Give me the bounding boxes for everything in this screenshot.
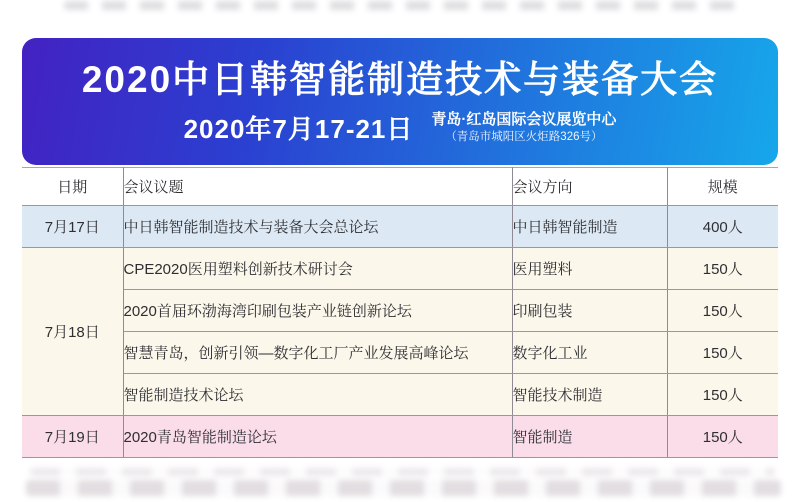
- scale-cell: 150人: [667, 248, 778, 290]
- conference-dates: 2020年7月17-21日: [183, 114, 414, 145]
- venue-address: （青岛市城阳区火炬路326号）: [445, 130, 603, 143]
- direction-cell: 智能技术制造: [512, 374, 667, 416]
- table-row: [22, 416, 778, 458]
- table-row: [22, 290, 778, 332]
- conference-title: 2020中日韩智能制造技术与装备大会: [81, 58, 719, 100]
- scale-cell: 400人: [667, 206, 778, 248]
- cropped-text-remnant-bottom: [30, 468, 775, 476]
- banner-subrow: [184, 109, 617, 146]
- table-row: [22, 374, 778, 416]
- header-topic: 会议议题: [123, 168, 512, 206]
- topic-cell: CPE2020医用塑料创新技术研讨会: [123, 248, 512, 290]
- scale-cell: 150人: [667, 290, 778, 332]
- date-cell: 7月17日: [22, 206, 123, 248]
- direction-cell: 印刷包装: [512, 290, 667, 332]
- direction-cell: 数字化工业: [512, 332, 667, 374]
- scale-cell: 150人: [667, 416, 778, 458]
- date-cell: 7月19日: [22, 416, 123, 458]
- topic-cell: 智能制造技术论坛: [123, 374, 512, 416]
- venue-block: [431, 111, 616, 144]
- direction-cell: 医用塑料: [512, 248, 667, 290]
- table-header-row: [22, 168, 778, 206]
- table-row: [22, 248, 778, 290]
- direction-cell: 中日韩智能制造: [512, 206, 667, 248]
- topic-cell: 2020首届环渤海湾印刷包装产业链创新论坛: [123, 290, 512, 332]
- topic-cell: 智慧青岛，创新引领—数字化工厂产业发展高峰论坛: [123, 332, 512, 374]
- direction-cell: 智能制造: [512, 416, 667, 458]
- schedule-table-body: [22, 206, 778, 458]
- table-row: [22, 206, 778, 248]
- header-direction: 会议方向: [512, 168, 667, 206]
- scale-cell: 150人: [667, 332, 778, 374]
- topic-cell: 中日韩智能制造技术与装备大会总论坛: [123, 206, 512, 248]
- venue-name: 青岛·红岛国际会议展览中心: [431, 111, 617, 129]
- cropped-text-remnant-top: [64, 1, 744, 10]
- date-cell: 7月18日: [22, 248, 123, 416]
- scale-cell: 150人: [667, 374, 778, 416]
- topic-cell: 2020青岛智能制造论坛: [123, 416, 512, 458]
- banner: [22, 38, 778, 165]
- cropped-text-remnant-bottom: [26, 480, 781, 496]
- schedule-table: [22, 167, 778, 458]
- header-date: 日期: [22, 168, 123, 206]
- table-row: [22, 332, 778, 374]
- header-scale: 规模: [667, 168, 778, 206]
